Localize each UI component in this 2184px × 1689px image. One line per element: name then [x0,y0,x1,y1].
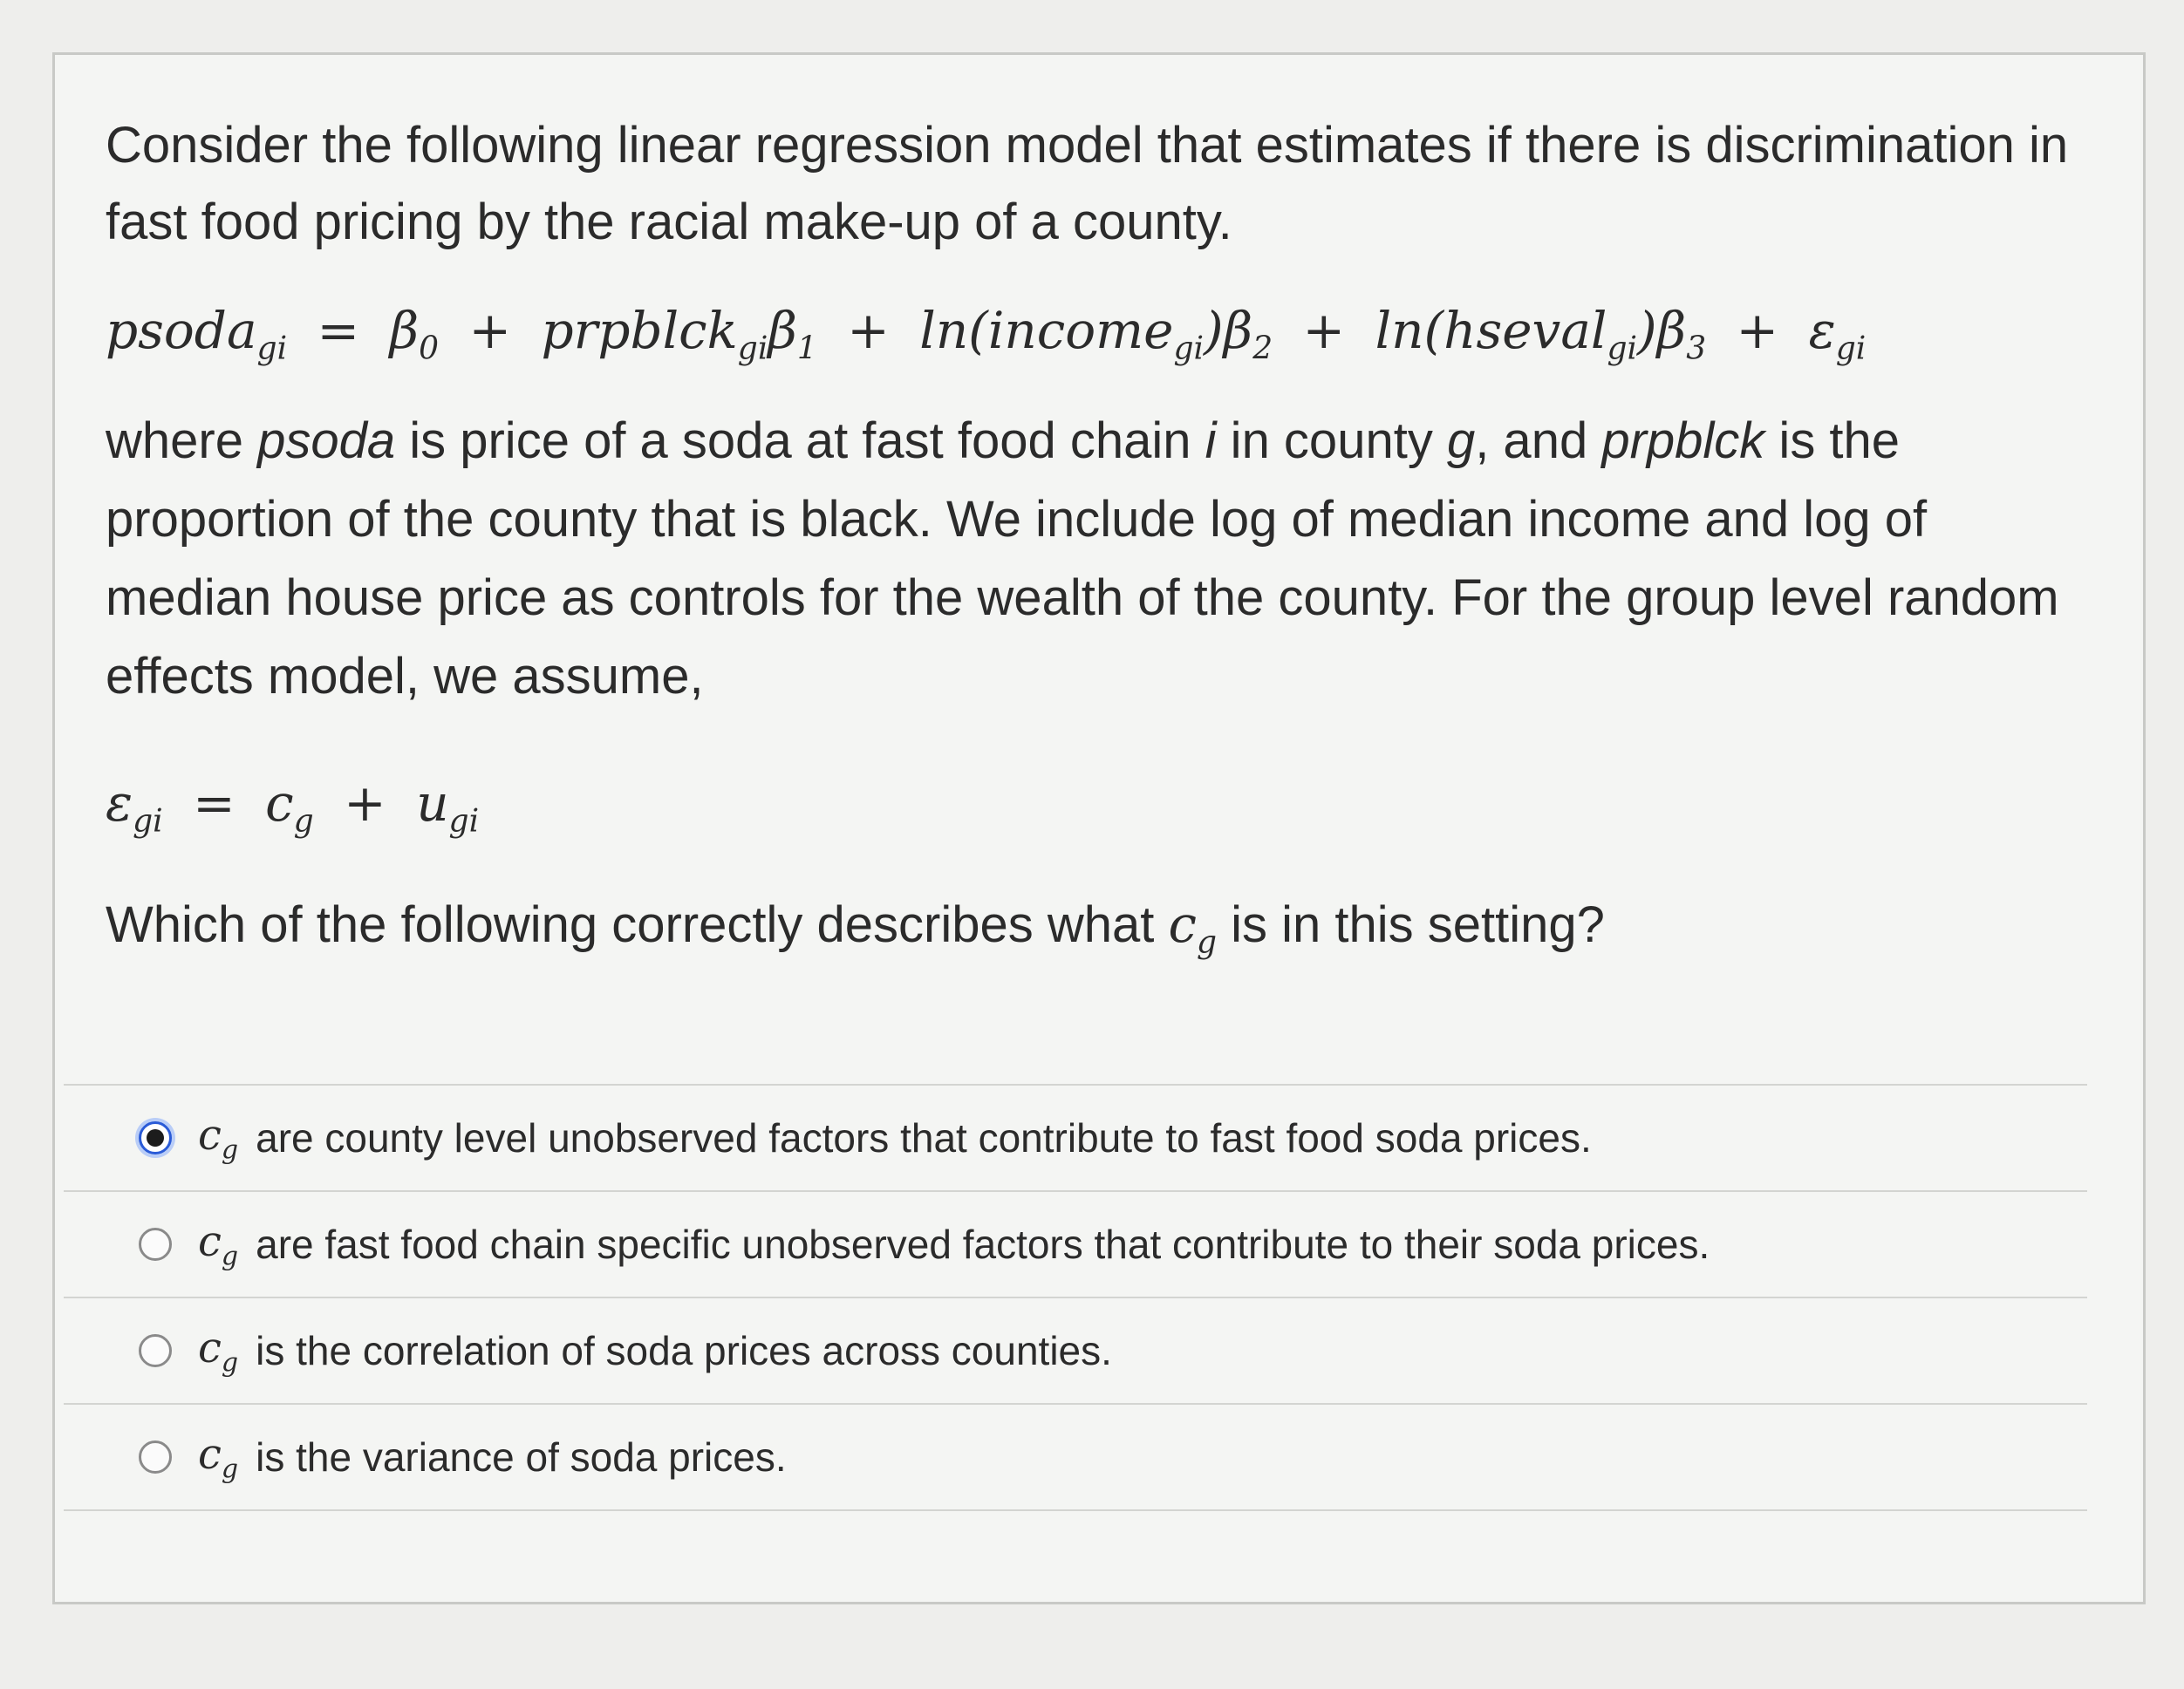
eq-beta1-sub: 1 [796,330,817,367]
eq-term-prpblck-sub: gi [737,330,768,367]
where-var-psoda: psoda [257,412,396,469]
where-var-i: i [1205,412,1217,469]
radio-button-selected[interactable] [139,1121,172,1154]
question-body [106,107,2094,978]
answer-options [64,1084,2087,1511]
question-intro: Consider the following linear regression model that estimates if there is discrimination in fast food pricing by the racial make-up of a county. [106,117,2069,250]
where-text-4: , and [1475,412,1602,469]
error-decomposition-equation [106,773,2094,840]
option-var-sub: g [221,1347,239,1379]
radio-button[interactable] [139,1440,172,1474]
prompt-text-1: Which of the following correctly describes what [106,896,1169,954]
option-var [198,1111,238,1166]
option-var-c: c [198,1110,222,1160]
eq-term-income: ln(income [919,301,1174,360]
prompt-text-2: is in this setting? [1217,896,1605,954]
option-var-c: c [198,1323,222,1372]
prompt-var-c: c [1168,895,1197,955]
answer-option-1[interactable] [64,1086,2087,1192]
eq-beta2: )β [1204,301,1253,360]
where-text-2: is price of a soda at fast food chain [395,412,1205,469]
answer-option-4[interactable] [64,1405,2087,1511]
option-var-sub: g [221,1241,239,1272]
radio-button[interactable] [139,1228,172,1261]
eq-term-income-sub: gi [1173,330,1205,367]
eq-epsilon: ε [1808,301,1836,360]
eq-lhs: psoda [106,301,257,360]
eq-beta3: )β [1637,301,1687,360]
eq2-epsilon: ε [106,773,133,833]
answer-option-2[interactable] [64,1192,2087,1298]
eq-term-hseval-sub: gi [1607,330,1638,367]
radio-button[interactable] [139,1334,172,1367]
eq-term-prpblck: prpblck [541,301,738,360]
option-var-sub: g [221,1134,239,1166]
option-text: is the correlation of soda prices across counties. [256,1328,1112,1373]
eq2-u: u [416,773,449,833]
eq-beta2-sub: 2 [1252,330,1273,367]
prompt-var-c-sub: g [1197,924,1218,961]
where-text-3: in county [1216,412,1447,469]
option-text: are county level unobserved factors that contribute to fast food soda prices. [256,1115,1592,1161]
option-var [198,1217,238,1272]
eq-beta3-sub: 3 [1686,330,1707,367]
eq-term-hseval: ln(hseval [1375,301,1607,360]
where-text-1: where [106,412,258,469]
option-text: is the variance of soda prices. [256,1434,787,1480]
option-text: are fast food chain specific unobserved factors that contribute to their soda prices. [256,1222,1710,1267]
answer-option-3[interactable] [64,1298,2087,1405]
eq-beta1: β [768,301,797,360]
eq2-plus: + [344,773,386,833]
eq2-epsilon-sub: gi [133,803,163,840]
eq2-c-sub: g [293,803,314,840]
eq-beta0: β [389,301,420,360]
eq-epsilon-sub: gi [1835,330,1867,367]
eq2-equals: = [193,773,235,833]
option-var-c: c [198,1216,222,1266]
option-var [198,1324,238,1379]
where-var-g: g [1446,412,1476,469]
option-var-c: c [198,1429,222,1479]
eq2-c: c [265,773,294,833]
eq-equals: = [317,301,360,360]
variable-description [106,402,2094,716]
eq2-u-sub: gi [448,803,480,840]
where-var-prpblck: prpblck [1601,412,1765,469]
eq-plus-1: + [468,301,512,360]
eq-plus-4: + [1736,301,1779,360]
option-var-sub: g [221,1454,239,1485]
option-var [198,1430,238,1485]
regression-equation [106,301,2094,367]
question-prompt [106,889,2094,978]
question-card [52,52,2146,1604]
eq-lhs-sub: gi [256,330,288,367]
eq-beta0-sub: 0 [419,330,440,367]
eq-plus-3: + [1302,301,1346,360]
where-text-5: is the proportion of the county that is black. We include log of median income and log of median house price as controls for the wealth of the county. For the group level random effects model, we assume, [106,412,2059,705]
eq-plus-2: + [847,301,890,360]
